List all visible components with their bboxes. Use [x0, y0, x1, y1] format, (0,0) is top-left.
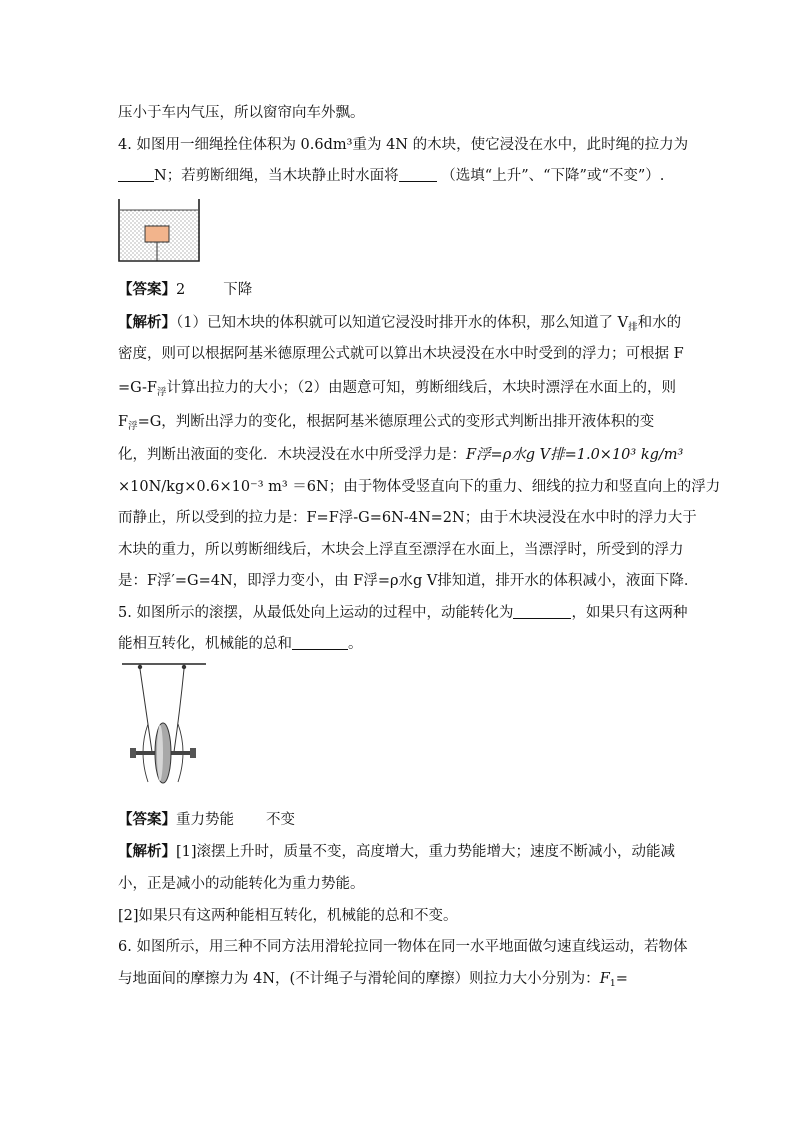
analysis-text: 化，判断出液面的变化．木块浸没在水中所受浮力是：	[118, 447, 466, 463]
analysis-label: 【解析】	[118, 314, 176, 331]
subscript: 浮	[156, 387, 167, 398]
answer-label: 【答案】	[118, 811, 176, 828]
analysis-text: [1]滚摆上升时，质量不变，高度增大，重力势能增大；速度不断减小，动能减	[176, 844, 676, 860]
answer-value: 重力势能	[176, 812, 234, 828]
analysis-text: =G-F	[118, 380, 157, 396]
analysis-text: 是：F浮′=G=4N，即浮力变小，由 F浮=ρ水g V排知道，排开水的体积减小，液面下降．	[118, 573, 699, 589]
analysis-text: 而静止，所以受到的拉力是：F=F浮-G=6N-4N=2N；由于木块浸没在水中时的浮力大于	[118, 510, 697, 526]
question-text: ，如果只有这两种	[571, 605, 688, 621]
answer-value: 下降	[223, 282, 253, 298]
answer-blank	[118, 167, 154, 182]
analysis-line	[118, 313, 681, 338]
string-left	[140, 669, 152, 752]
analysis-line	[118, 508, 697, 528]
analysis-line	[118, 842, 675, 862]
answer-line	[118, 280, 252, 300]
question-text: N；若剪断细绳，当木块静止时水面将	[154, 168, 399, 184]
question-text: 与地面间的摩擦力为 4N，(不计绳子与滑轮间的摩擦）则拉力大小分别为：	[118, 971, 600, 987]
hook-left	[138, 665, 142, 669]
question-6-line-2	[118, 969, 628, 994]
question-5-line-1	[118, 603, 687, 623]
analysis-line	[118, 540, 684, 560]
analysis-line	[118, 571, 698, 591]
question-text: 6. 如图所示，用三种不同方法用滑轮拉同一物体在同一水平地面做匀速直线运动，若物体	[118, 939, 688, 955]
analysis-text: 和水的	[637, 315, 682, 331]
question-5-line-2	[118, 634, 363, 654]
question-text: （选填“上升”、“下降”或“不变”）.	[441, 168, 665, 184]
analysis-label: 【解析】	[118, 843, 176, 860]
hook-right	[182, 665, 186, 669]
question-4-line-1	[118, 135, 688, 155]
answer-blank	[292, 635, 348, 650]
answer-value: 不变	[266, 812, 295, 828]
analysis-line	[118, 412, 654, 437]
wooden-block	[145, 226, 169, 242]
subscript: 1	[609, 978, 616, 989]
answer-label: 【答案】	[118, 281, 176, 298]
analysis-line	[118, 477, 720, 497]
analysis-text: 计算出拉力的大小；（2）由题意可知，剪断细线后，木块时漂浮在水面上的，则	[166, 380, 676, 396]
analysis-text: =G，判断出浮力的变化，根据阿基米德原理公式的变形式判断出排开液体积的变	[137, 414, 655, 430]
answer-blank	[513, 604, 571, 619]
question-text: 4. 如图用一细绳拴住体积为 0.6dm³重为 4N 的木块，使它浸没在水中，此时绳的拉力为	[118, 137, 689, 153]
beaker-figure	[118, 198, 200, 262]
analysis-text: F	[118, 414, 129, 430]
axle-nut	[130, 748, 136, 758]
text-line	[118, 103, 365, 123]
question-6-line-1	[118, 937, 687, 957]
question-text: 能相互转化，机械能的总和	[118, 636, 292, 652]
wheel-highlight	[157, 725, 163, 781]
analysis-text: 小，正是减小的动能转化为重力势能。	[118, 876, 365, 892]
analysis-text: （1）已知木块的体积就可以知道它浸没时排开水的体积，那么知道了 V	[176, 315, 629, 331]
subscript: 排	[628, 322, 638, 333]
analysis-text: 密度，则可以根据阿基米德原理公式就可以算出木块浸没在水中时受到的浮力；可根据 F	[118, 346, 684, 362]
answer-line	[118, 810, 295, 830]
analysis-text: 木块的重力，所以剪断细线后，木块会上浮直至漂浮在水面上，当漂浮时，所受到的浮力	[118, 542, 684, 558]
question-text: 5. 如图所示的滚摆，从最低处向上运动的过程中，动能转化为	[118, 605, 514, 621]
answer-value: 2	[176, 282, 186, 298]
string-right	[174, 669, 184, 752]
question-text: =	[615, 971, 628, 987]
analysis-line	[118, 906, 458, 926]
paragraph-text: 压小于车内气压，所以窗帘向车外飘。	[118, 105, 365, 121]
analysis-text: ×10N/kg×0.6×10⁻³ m³ ＝6N；由于物体受竖直向下的重力、细线的拉力和竖直向上的浮力	[118, 479, 721, 495]
analysis-line	[118, 344, 684, 364]
analysis-line	[118, 874, 365, 894]
question-text: 。	[348, 636, 363, 652]
question-4-line-2	[118, 166, 664, 186]
variable: F	[599, 971, 610, 987]
axle-nut	[190, 748, 196, 758]
analysis-text: [2]如果只有这两种能相互转化，机械能的总和不变。	[118, 908, 458, 924]
answer-blank	[399, 167, 437, 182]
maxwell-pendulum-figure	[122, 660, 210, 802]
subscript: 浮	[128, 421, 138, 432]
formula: F浮=ρ水g V排=1.0×10³ kg/m³	[466, 447, 684, 463]
analysis-line	[118, 378, 676, 403]
analysis-line	[118, 445, 683, 465]
